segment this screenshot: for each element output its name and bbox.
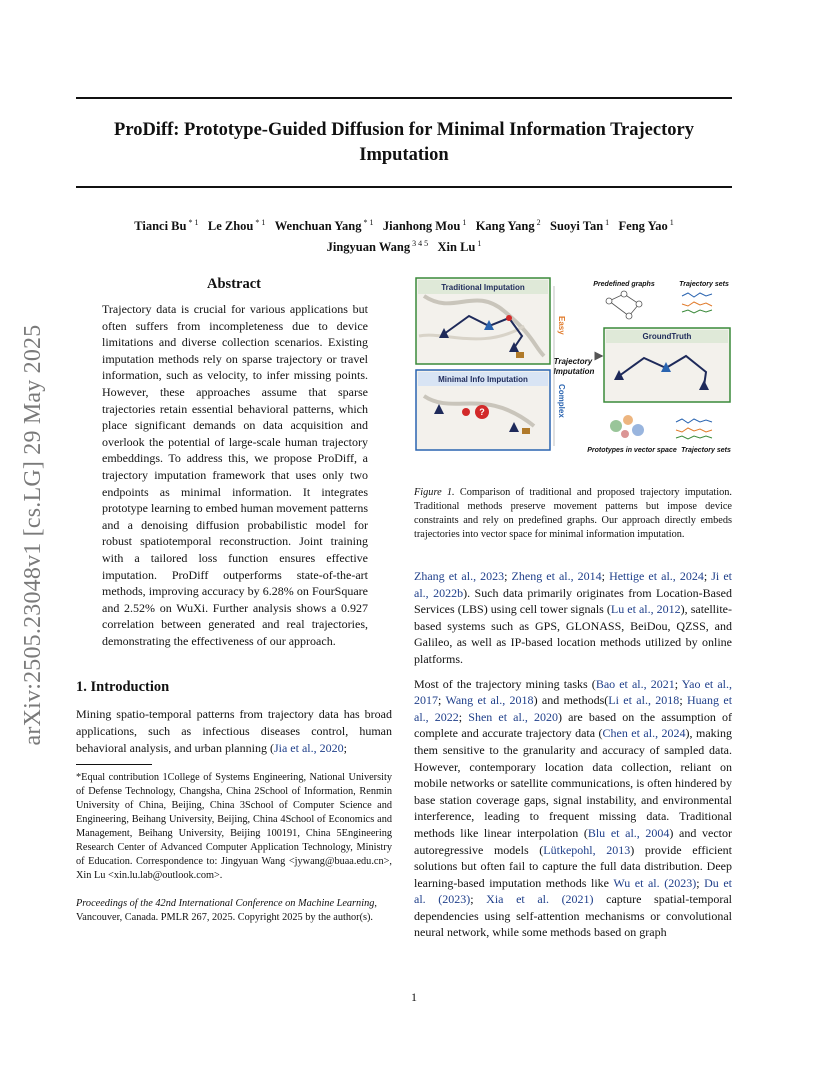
figure-1-illustration [414,276,732,456]
paragraph-text: ), satellite-based systems such as GPS, GLONASS, BeiDou, QZSS, and Galileo, as well as IP-based location methods utilized by online platforms. [414,602,733,666]
author-affiliation-mark: 1 [460,218,467,227]
proceedings-venue: Proceedings of the 42nd International Conference on Machine Learning [76,898,375,910]
figure-label: Figure 1. [414,487,455,498]
author-name: Feng Yao [618,219,668,234]
author-affiliation-mark: 1 [667,218,674,227]
trajectory-imputation-line-2: Imputation [553,367,595,376]
section-heading-introduction: 1. Introduction [76,679,170,696]
author-name: Kang Yang [475,219,535,234]
minimal-info-panel-label: Minimal Info Imputation [438,375,528,384]
citation-link[interactable]: Wu et al. (2023) [613,875,697,890]
paragraph-text: ; [601,569,610,583]
top-rule [76,97,732,99]
complex-label: Complex [557,384,566,418]
author-name: Xin Lu [437,240,476,255]
predefined-graphs-label: Predefined graphs [593,281,655,288]
intro-text: Mining spatio-temporal patterns from trajectory data has broad applications, such as infectious diseases control, human behavioral analysis, and urban planning ( [76,707,392,755]
building-icon [516,352,524,358]
paper-title: ProDiff: Prototype-Guided Diffusion for Minimal Information Trajectory Imputation [114,120,694,165]
graph-nodes-icon [606,291,642,319]
citation-link[interactable]: Lütkepohl, 2013 [543,842,631,857]
citation-link[interactable]: Shen et al., 2020 [468,709,558,724]
author-name: Wenchuan Yang [274,219,362,234]
paragraph-text: ) provide efficient solutions but often fail to capture the full data distribution. Deep learning-based imputation methods like [414,842,732,890]
paragraph-text: ; [504,569,512,583]
groundtruth-label: GroundTruth [642,332,692,341]
author-affiliation-mark: * 1 [186,218,199,227]
paragraph-text: ; [679,693,688,708]
location-pin-icon [462,408,470,416]
author-name: Le Zhou [207,219,254,234]
figure-caption-text: Comparison of traditional and proposed trajectory imputation. Traditional methods preserve movement patterns but impose device constraints and rely on predefined graphs. Our approach directly embeds trajectories into vector space for minimal information imputation. [414,487,732,540]
proceedings-note [76,897,392,925]
author-list [76,214,732,256]
author-affiliation-mark: * 1 [361,218,374,227]
paragraph-text: ), making them sensitive to the granularity and accuracy of sampled data. However, contemporary location data collection, reliant on mobile networks or satellite communications, is often hindered by base station coverage gaps, signal instability, and environmental interference, leading to frequent missing data. Traditional methods like linear interpolation ( [414,726,732,840]
citation-link[interactable]: Zhang et al., 2023 [414,569,505,583]
trajectory-lines-top-icon [682,293,712,313]
author-name: Jingyuan Wang [326,240,411,255]
author-line-1 [76,214,732,235]
abstract-body: Trajectory data is crucial for various applications but often suffers from incompleteness due to device limitations and diverse collection scenarios. Existing imputation methods rely on sparse trajectory or travel information, such as velocity, to infer missing points. However, these approaches assume that sparse trajectories retain essential behavioral patterns, which place significant demands on data acquisition and overlook the potential of large-scale human trajectory embeddings. To address this, we propose ProDiff, a trajectory imputation framework that uses only two endpoints as minimal information. It integrates prototype learning to embed human movement patterns and a denoising diffusion probabilistic model for robust spatiotemporal reconstruction. Joint training with a tailored loss function ensures effective imputation. ProDiff outperforms state-of-the-art methods, improving accuracy by 6.28% on FourSquare and 2.52% on WuXi. Further analysis shows a 0.927 correlation between generated and real trajectories, demonstrating the effectiveness of our approach. [102,302,368,648]
minimal-building-icon [522,428,530,434]
title-bottom-rule [76,186,732,188]
prototype-cloud-icon [610,415,644,438]
marker-icon [506,315,512,321]
paragraph-text: ; [696,875,705,890]
author-affiliation-mark: 3 4 5 [410,239,429,249]
author-name: Jianhong Mou [382,219,461,234]
easy-label: Easy [557,316,566,335]
trajectory-imputation-line-1: Trajectory [553,357,593,366]
citation-link[interactable]: Jia et al., 2020 [273,740,344,755]
paragraph-text: Most of the trajectory mining tasks ( [414,676,596,691]
citation-link[interactable]: Lu et al., 2012 [610,602,681,617]
right-paragraph-2 [414,676,732,942]
citation-link[interactable]: Blu et al., 2004 [587,825,670,840]
citation-link[interactable]: Bao et al., 2021 [595,676,675,691]
prototypes-label: Prototypes in vector space [587,447,677,454]
author-name: Suoyi Tan [550,219,604,234]
author-name: Tianci Bu [134,219,187,234]
question-mark-glyph: ? [479,407,485,417]
author-affiliation-mark: * 1 [253,218,266,227]
citation-link[interactable]: Zheng et al., 2014 [511,569,602,583]
author-affiliation-mark: 2 [534,218,541,227]
trajectory-sets-bottom-label: Trajectory sets [681,447,731,454]
intro-text-end: ; [343,740,347,755]
page-number: 1 [411,990,417,1004]
author-line-2 [76,235,732,256]
citation-link[interactable]: Chen et al., 2024 [602,726,686,741]
citation-link[interactable]: Huang et al., 2022 [414,693,733,724]
abstract-heading: Abstract [207,276,261,292]
right-column [414,276,732,941]
intro-paragraph [76,706,392,756]
trajectory-sets-top-label: Trajectory sets [679,281,729,288]
traditional-panel-label: Traditional Imputation [441,283,525,292]
author-affiliation-mark: 1 [603,218,610,227]
paragraph-text: capture spatial-temporal dependencies using self-attention mechanisms or convolutional neural network, while some methods based on graph [414,892,733,940]
figure-1-caption [414,486,732,542]
paragraph-text: ; [438,693,446,708]
paragraph-text: ; [674,676,682,691]
citation-link[interactable]: Du et al. (2023) [414,875,732,907]
citation-link[interactable]: Wang et al., 2018 [445,693,534,708]
left-column [76,276,392,925]
right-paragraph-1 [414,568,732,668]
citation-link[interactable]: Hettige et al., 2024 [609,569,704,583]
trajectory-lines-bottom-icon [676,419,712,439]
paragraph-text: ) are based on the assumption of complete and accurate trajectory data ( [414,709,733,741]
arxiv-identifier: arXiv:2505.23048v1 [cs.LG] 29 May 2025 [20,324,46,746]
trajectory-imputation-label [554,357,595,376]
citation-link[interactable]: Xia et al. (2021) [486,892,594,907]
citation-link[interactable]: Yao et al., 2017 [414,676,732,708]
paragraph-text: ; [458,709,469,724]
proceedings-rest: , Vancouver, Canada. PMLR 267, 2025. Copyright 2025 by the author(s). [76,898,377,924]
citation-link[interactable]: Li et al., 2018 [608,693,680,708]
paragraph-text: ; [703,569,712,583]
paragraph-text: ) and methods( [533,693,609,708]
paragraph-text: ; [470,892,487,907]
citation-link[interactable]: Ji et al., 2022b [414,569,732,600]
paragraph-text: ) and vector autoregressive models ( [414,825,732,857]
affiliations-footnote: *Equal contribution 1College of Systems Engineering, National University of Defense Technology, Changsha, China 2School of Information, Renmin University of China, Beijing, China 3School of Computer Science and Engineering, Beihang University, Beijing, China 4School of Economics and Management, Beihang University, Beijing 100191, China 5Engineering Research Center of Advanced Computer Application Technology, Ministry of Education. Correspondence to: Jingyuan Wang <jywang@buaa.edu.cn>, Xin Lu <xin.lu.lab@outlook.com>. [76,772,392,882]
footnote-rule [76,764,152,765]
paragraph-text: ). Such data primarily originates from Location-Based Services (LBS) using cell tower signals ( [414,585,732,617]
author-affiliation-mark: 1 [475,239,482,249]
figure-1 [414,276,732,456]
